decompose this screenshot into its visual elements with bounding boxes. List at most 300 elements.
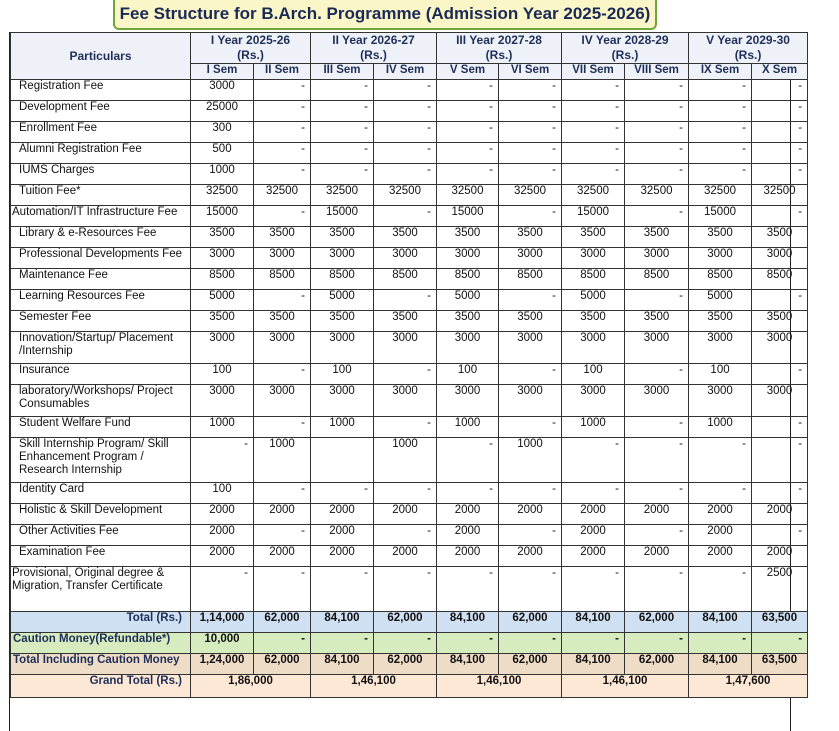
fee-cell: - xyxy=(254,122,311,143)
caution-row-cell: - xyxy=(562,633,625,654)
header-semester: I Sem xyxy=(191,64,254,80)
row-label: Skill Internship Program/ Skill Enhancement Program / Research Internship xyxy=(11,438,191,483)
fee-cell: 2000 xyxy=(689,504,752,525)
fee-table xyxy=(10,32,808,698)
fee-cell: - xyxy=(752,80,808,101)
table-row xyxy=(11,122,808,143)
fee-cell: - xyxy=(374,417,437,438)
table-row xyxy=(11,546,808,567)
fee-cell: 3500 xyxy=(254,311,311,332)
row-label: Examination Fee xyxy=(11,546,191,567)
fee-cell: - xyxy=(374,206,437,227)
fee-cell: 2000 xyxy=(562,525,625,546)
table-row xyxy=(11,311,808,332)
fee-cell: 1000 xyxy=(311,417,374,438)
table-row xyxy=(11,164,808,185)
fee-cell: 300 xyxy=(191,122,254,143)
fee-cell: 2000 xyxy=(437,546,499,567)
fee-cell: 32500 xyxy=(437,185,499,206)
grand-total-cell: 1,86,000 xyxy=(191,675,311,698)
year-unit: (Rs.) xyxy=(611,48,639,62)
table-row xyxy=(11,206,808,227)
fee-cell: 3500 xyxy=(374,227,437,248)
fee-cell: 15000 xyxy=(437,206,499,227)
fee-cell: 5000 xyxy=(689,290,752,311)
fee-cell: 1000 xyxy=(374,438,437,483)
fee-cell: 8500 xyxy=(254,269,311,290)
fee-cell: 3000 xyxy=(499,385,562,417)
fee-cell: - xyxy=(311,483,374,504)
fee-cell: 3000 xyxy=(374,248,437,269)
fee-cell: 15000 xyxy=(311,206,374,227)
fee-cell: - xyxy=(437,438,499,483)
fee-cell: 32500 xyxy=(191,185,254,206)
fee-cell: 3000 xyxy=(752,385,808,417)
fee-cell: 3000 xyxy=(311,385,374,417)
fee-cell: - xyxy=(499,122,562,143)
fee-cell: - xyxy=(689,438,752,483)
year-label: III Year 2027-28 xyxy=(456,33,542,47)
fee-cell: - xyxy=(374,364,437,385)
including-row-cell: 84,100 xyxy=(562,654,625,675)
fee-cell: - xyxy=(625,567,689,612)
fee-cell: - xyxy=(625,525,689,546)
fee-cell: - xyxy=(689,567,752,612)
including-row-cell: 63,500 xyxy=(752,654,808,675)
fee-cell: 3500 xyxy=(752,227,808,248)
header-year xyxy=(562,33,689,64)
row-label: Semester Fee xyxy=(11,311,191,332)
fee-cell: 3000 xyxy=(191,248,254,269)
fee-cell: 8500 xyxy=(625,269,689,290)
fee-cell: 8500 xyxy=(311,269,374,290)
table-row xyxy=(11,227,808,248)
fee-cell: 3500 xyxy=(191,311,254,332)
fee-cell: 3000 xyxy=(191,80,254,101)
fee-cell: 100 xyxy=(311,364,374,385)
fee-cell: - xyxy=(625,290,689,311)
fee-cell: - xyxy=(689,101,752,122)
fee-cell: - xyxy=(254,483,311,504)
fee-cell: 2000 xyxy=(562,546,625,567)
fee-cell: 1000 xyxy=(562,417,625,438)
fee-cell: 15000 xyxy=(191,206,254,227)
total-row xyxy=(11,612,808,633)
including-row-cell: 62,000 xyxy=(499,654,562,675)
grand-total-cell: 1,47,600 xyxy=(689,675,808,698)
fee-cell: 15000 xyxy=(562,206,625,227)
row-label: Maintenance Fee xyxy=(11,269,191,290)
header-semester: VI Sem xyxy=(499,64,562,80)
fee-cell: 5000 xyxy=(311,290,374,311)
fee-cell: 5000 xyxy=(562,290,625,311)
table-row xyxy=(11,504,808,525)
header-particulars: Particulars xyxy=(11,33,191,80)
fee-cell: 2000 xyxy=(562,504,625,525)
fee-cell: - xyxy=(499,567,562,612)
fee-cell: 3000 xyxy=(374,332,437,364)
fee-cell: 5000 xyxy=(191,290,254,311)
fee-cell: - xyxy=(752,206,808,227)
header-semester: VIII Sem xyxy=(625,64,689,80)
fee-cell: 32500 xyxy=(311,185,374,206)
fee-cell: 3000 xyxy=(752,248,808,269)
fee-cell: - xyxy=(254,101,311,122)
table-row xyxy=(11,364,808,385)
fee-cell: - xyxy=(311,164,374,185)
fee-cell: - xyxy=(625,417,689,438)
fee-cell: - xyxy=(437,143,499,164)
fee-cell: 1000 xyxy=(437,417,499,438)
fee-cell: - xyxy=(562,143,625,164)
fee-cell: 8500 xyxy=(191,269,254,290)
row-label: Insurance xyxy=(11,364,191,385)
fee-cell: 1000 xyxy=(499,438,562,483)
fee-cell: 3500 xyxy=(752,311,808,332)
table-row xyxy=(11,248,808,269)
fee-cell: - xyxy=(625,206,689,227)
fee-cell: 25000 xyxy=(191,101,254,122)
fee-cell: - xyxy=(752,290,808,311)
caution-row-cell: - xyxy=(374,633,437,654)
fee-cell: 2000 xyxy=(437,504,499,525)
fee-cell: 32500 xyxy=(254,185,311,206)
fee-cell: - xyxy=(374,164,437,185)
fee-cell: - xyxy=(625,483,689,504)
fee-cell: 2000 xyxy=(191,504,254,525)
including-row-cell: 84,100 xyxy=(689,654,752,675)
caution-row-cell: - xyxy=(254,633,311,654)
total-row-cell: 62,000 xyxy=(374,612,437,633)
fee-cell: - xyxy=(752,483,808,504)
fee-cell: 3000 xyxy=(562,385,625,417)
fee-cell: - xyxy=(562,80,625,101)
including-row-cell: 62,000 xyxy=(625,654,689,675)
header-semester: III Sem xyxy=(311,64,374,80)
row-label: Identity Card xyxy=(11,483,191,504)
header-semester: VII Sem xyxy=(562,64,625,80)
caution-row xyxy=(11,633,808,654)
fee-cell: - xyxy=(374,525,437,546)
grand-total-row xyxy=(11,675,808,698)
fee-cell: 3000 xyxy=(374,385,437,417)
fee-cell: - xyxy=(562,101,625,122)
fee-cell: 3500 xyxy=(437,311,499,332)
fee-cell: 3000 xyxy=(499,248,562,269)
fee-cell: - xyxy=(311,101,374,122)
total-row-cell: 62,000 xyxy=(254,612,311,633)
row-label: Learning Resources Fee xyxy=(11,290,191,311)
fee-cell: 3500 xyxy=(625,311,689,332)
fee-cell: - xyxy=(311,143,374,164)
fee-cell: 100 xyxy=(562,364,625,385)
fee-cell: 100 xyxy=(437,364,499,385)
fee-cell: - xyxy=(254,80,311,101)
fee-cell: 2000 xyxy=(311,504,374,525)
fee-cell: 3500 xyxy=(374,311,437,332)
fee-cell: 3000 xyxy=(254,385,311,417)
row-label: Automation/IT Infrastructure Fee xyxy=(11,206,191,227)
total-row-cell: 84,100 xyxy=(437,612,499,633)
fee-cell: 8500 xyxy=(562,269,625,290)
year-label: I Year 2025-26 xyxy=(210,33,291,47)
caution-row-cell: - xyxy=(689,633,752,654)
fee-cell: 3500 xyxy=(689,227,752,248)
fee-cell: - xyxy=(562,567,625,612)
fee-cell: - xyxy=(437,483,499,504)
row-label: laboratory/Workshops/ Project Consumables xyxy=(11,385,191,417)
fee-cell: 3000 xyxy=(689,248,752,269)
table-row xyxy=(11,385,808,417)
fee-cell: - xyxy=(374,567,437,612)
fee-cell: 2000 xyxy=(689,546,752,567)
fee-cell: - xyxy=(254,206,311,227)
fee-cell: 100 xyxy=(191,483,254,504)
row-label: Holistic & Skill Development xyxy=(11,504,191,525)
row-label: IUMS Charges xyxy=(11,164,191,185)
table-row xyxy=(11,269,808,290)
header-semester: X Sem xyxy=(752,64,808,80)
including-row-cell: 62,000 xyxy=(374,654,437,675)
row-label: Student Welfare Fund xyxy=(11,417,191,438)
fee-cell: - xyxy=(499,290,562,311)
fee-cell: - xyxy=(254,567,311,612)
fee-cell: 3000 xyxy=(625,332,689,364)
fee-cell: 3000 xyxy=(191,332,254,364)
fee-cell: 32500 xyxy=(625,185,689,206)
header-year xyxy=(311,33,437,64)
row-label: Innovation/Startup/ Placement /Internship xyxy=(11,332,191,364)
fee-cell: - xyxy=(499,164,562,185)
fee-cell: - xyxy=(374,101,437,122)
fee-cell: - xyxy=(437,122,499,143)
fee-cell: - xyxy=(752,101,808,122)
fee-cell: 3000 xyxy=(254,248,311,269)
header-year xyxy=(191,33,311,64)
total-row-cell: 84,100 xyxy=(311,612,374,633)
caution-row-cell: 10,000 xyxy=(191,633,254,654)
fee-cell: 3500 xyxy=(625,227,689,248)
caution-row-cell: - xyxy=(311,633,374,654)
fee-cell: - xyxy=(499,417,562,438)
fee-cell: - xyxy=(752,122,808,143)
fee-cell: 2000 xyxy=(499,546,562,567)
fee-cell: - xyxy=(499,525,562,546)
year-unit: (Rs.) xyxy=(360,48,387,62)
table-row xyxy=(11,567,808,612)
fee-cell: - xyxy=(437,80,499,101)
table-row xyxy=(11,101,808,122)
fee-cell: - xyxy=(254,164,311,185)
fee-cell: 3500 xyxy=(254,227,311,248)
fee-cell: - xyxy=(191,567,254,612)
including-row-label: Total Including Caution Money xyxy=(11,654,191,675)
fee-cell: - xyxy=(311,80,374,101)
caution-row-cell: - xyxy=(437,633,499,654)
fee-cell: - xyxy=(499,364,562,385)
fee-cell: - xyxy=(374,143,437,164)
fee-cell: 2000 xyxy=(374,504,437,525)
table-row xyxy=(11,80,808,101)
fee-cell: 2000 xyxy=(191,525,254,546)
table-row xyxy=(11,525,808,546)
fee-cell: 32500 xyxy=(562,185,625,206)
grand-total-cell: 1,46,100 xyxy=(562,675,689,698)
fee-cell: 3000 xyxy=(437,332,499,364)
fee-cell: - xyxy=(625,101,689,122)
fee-cell: - xyxy=(437,567,499,612)
header-year xyxy=(689,33,808,64)
fee-cell: 32500 xyxy=(499,185,562,206)
fee-cell: 2000 xyxy=(311,546,374,567)
row-label: Registration Fee xyxy=(11,80,191,101)
fee-cell: 8500 xyxy=(437,269,499,290)
total-row-cell: 1,14,000 xyxy=(191,612,254,633)
fee-cell: 2000 xyxy=(191,546,254,567)
fee-cell: 100 xyxy=(689,364,752,385)
fee-cell: - xyxy=(625,80,689,101)
fee-cell: 500 xyxy=(191,143,254,164)
fee-cell: - xyxy=(752,525,808,546)
fee-cell: 3500 xyxy=(689,311,752,332)
including-row-cell: 1,24,000 xyxy=(191,654,254,675)
table-row xyxy=(11,417,808,438)
fee-cell: - xyxy=(752,143,808,164)
fee-cell: 3500 xyxy=(562,311,625,332)
table-row xyxy=(11,332,808,364)
fee-cell: 3000 xyxy=(311,332,374,364)
fee-cell: - xyxy=(752,438,808,483)
fee-cell: 15000 xyxy=(689,206,752,227)
fee-cell: - xyxy=(689,164,752,185)
row-label: Alumni Registration Fee xyxy=(11,143,191,164)
fee-cell: - xyxy=(562,438,625,483)
fee-cell: 2000 xyxy=(499,504,562,525)
fee-cell: - xyxy=(254,364,311,385)
including-row xyxy=(11,654,808,675)
fee-cell: 2000 xyxy=(254,504,311,525)
fee-cell: 8500 xyxy=(499,269,562,290)
including-row-cell: 84,100 xyxy=(311,654,374,675)
fee-cell: 2000 xyxy=(374,546,437,567)
fee-cell: 2000 xyxy=(625,546,689,567)
caution-row-label: Caution Money(Refundable*) xyxy=(11,633,191,654)
fee-cell: - xyxy=(374,290,437,311)
caution-row-cell: - xyxy=(752,633,808,654)
table-row xyxy=(11,185,808,206)
fee-cell: 3000 xyxy=(562,248,625,269)
fee-cell: - xyxy=(311,567,374,612)
header-semester: IX Sem xyxy=(689,64,752,80)
fee-cell: 3000 xyxy=(191,385,254,417)
fee-cell: - xyxy=(689,80,752,101)
fee-cell: - xyxy=(625,122,689,143)
row-label: Enrollment Fee xyxy=(11,122,191,143)
fee-cell: 2000 xyxy=(311,525,374,546)
fee-cell: 2000 xyxy=(689,525,752,546)
fee-cell: - xyxy=(437,164,499,185)
year-unit: (Rs.) xyxy=(734,48,762,62)
fee-cell: 3000 xyxy=(437,248,499,269)
row-label: Development Fee xyxy=(11,101,191,122)
year-unit: (Rs.) xyxy=(237,48,264,62)
fee-cell: - xyxy=(689,483,752,504)
fee-cell: 3000 xyxy=(254,332,311,364)
fee-cell: 8500 xyxy=(752,269,808,290)
total-row-cell: 63,500 xyxy=(752,612,808,633)
fee-cell: 1000 xyxy=(191,164,254,185)
year-label: IV Year 2028-29 xyxy=(581,33,669,47)
fee-cell: 2000 xyxy=(752,504,808,525)
fee-cell: 3000 xyxy=(689,385,752,417)
fee-cell: - xyxy=(625,164,689,185)
fee-cell: 3500 xyxy=(437,227,499,248)
fee-cell: 2000 xyxy=(752,546,808,567)
table-row xyxy=(11,143,808,164)
fee-cell: 2500 xyxy=(752,567,808,612)
table-row xyxy=(11,438,808,483)
fee-cell: - xyxy=(752,417,808,438)
fee-cell: 2000 xyxy=(437,525,499,546)
fee-cell: - xyxy=(562,164,625,185)
fee-cell: - xyxy=(191,438,254,483)
fee-cell: 8500 xyxy=(689,269,752,290)
row-label: Tuition Fee* xyxy=(11,185,191,206)
fee-cell: - xyxy=(374,122,437,143)
fee-cell: 3500 xyxy=(311,227,374,248)
fee-cell: - xyxy=(752,164,808,185)
fee-cell: - xyxy=(625,143,689,164)
total-row-cell: 84,100 xyxy=(562,612,625,633)
caution-row-cell: - xyxy=(499,633,562,654)
fee-cell: - xyxy=(254,143,311,164)
row-label: Provisional, Original degree & Migration, Transfer Certificate xyxy=(11,567,191,612)
fee-cell: - xyxy=(562,122,625,143)
fee-cell: 100 xyxy=(191,364,254,385)
total-row-label: Total (Rs.) xyxy=(11,612,191,633)
fee-cell: - xyxy=(499,206,562,227)
fee-cell: 8500 xyxy=(374,269,437,290)
fee-cell: - xyxy=(374,483,437,504)
fee-cell: - xyxy=(374,80,437,101)
including-row-cell: 84,100 xyxy=(437,654,499,675)
grand-total-label: Grand Total (Rs.) xyxy=(11,675,191,698)
year-unit: (Rs.) xyxy=(485,48,513,62)
fee-cell: 3000 xyxy=(562,332,625,364)
total-row-cell: 84,100 xyxy=(689,612,752,633)
fee-cell: 3000 xyxy=(752,332,808,364)
row-label: Other Activities Fee xyxy=(11,525,191,546)
fee-cell: 1000 xyxy=(689,417,752,438)
fee-cell: - xyxy=(562,483,625,504)
fee-cell: 3000 xyxy=(625,248,689,269)
fee-cell: - xyxy=(254,417,311,438)
fee-cell: - xyxy=(254,290,311,311)
fee-cell: 1000 xyxy=(191,417,254,438)
fee-cell: - xyxy=(625,438,689,483)
header-year xyxy=(437,33,562,64)
table-row xyxy=(11,483,808,504)
total-row-cell: 62,000 xyxy=(499,612,562,633)
year-label: II Year 2026-27 xyxy=(332,33,415,47)
year-label: V Year 2029-30 xyxy=(706,33,790,47)
fee-cell: - xyxy=(752,364,808,385)
row-label: Professional Developments Fee xyxy=(11,248,191,269)
including-row-cell: 62,000 xyxy=(254,654,311,675)
caution-row-cell: - xyxy=(625,633,689,654)
header-semester: II Sem xyxy=(254,64,311,80)
row-label: Library & e-Resources Fee xyxy=(11,227,191,248)
